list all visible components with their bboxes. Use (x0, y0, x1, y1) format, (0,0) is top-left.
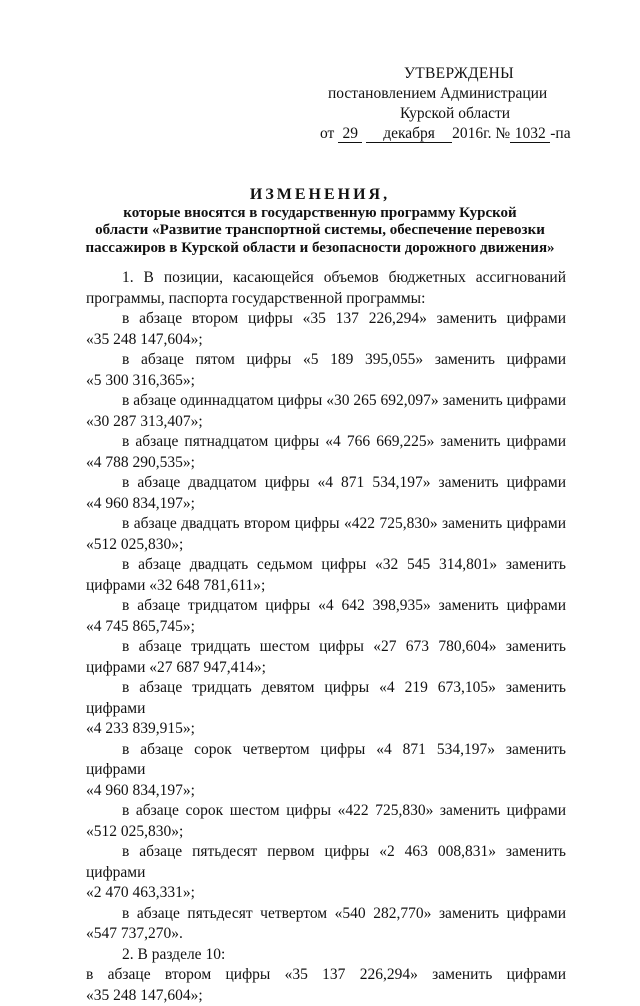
document-heading (0, 186, 640, 257)
amendment-line: в абзаце сорок четвертом цифры «4 871 534,197» заменить цифрами (86, 740, 566, 781)
decree-suffix: -па (550, 125, 570, 142)
amendment-line: «4 745 865,745»; (86, 617, 566, 638)
date-day: 29 (338, 126, 362, 143)
amendment-line: «512 025,830»; (86, 822, 566, 843)
amendment-line: «35 248 147,604»; (86, 986, 566, 1006)
amendment-line: в абзаце втором цифры «35 137 226,294» заменить цифрами (86, 965, 566, 986)
amendment-line: в абзаце пятом цифры «5 189 395,055» заменить цифрами (86, 350, 566, 371)
amendment-line: в абзаце пятьдесят четвертом «540 282,770» заменить цифрами (86, 904, 566, 925)
amendment-line: цифрами «32 648 781,611»; (86, 576, 566, 597)
approval-issuer: постановлением Администрации (318, 84, 618, 104)
paragraph-1-line-1: 1. В позиции, касающейся объемов бюджетных ассигнований (86, 268, 566, 289)
amendment-line: «30 287 313,407»; (86, 412, 566, 433)
amendment-line: в абзаце двадцать седьмом цифры «32 545 314,801» заменить (86, 555, 566, 576)
heading-title: ИЗМЕНЕНИЯ, (0, 186, 640, 204)
approval-date-line (318, 124, 618, 144)
amendment-line: в абзаце тридцать шестом цифры «27 673 780,604» заменить (86, 637, 566, 658)
approval-title: УТВЕРЖДЕНЫ (318, 64, 618, 84)
amendment-line: «2 470 463,331»; (86, 883, 566, 904)
amendment-line: «4 788 290,535»; (86, 453, 566, 474)
amendment-line: «4 960 834,197»; (86, 781, 566, 802)
amendment-line: «5 300 316,365»; (86, 371, 566, 392)
decree-number: 1032 (510, 126, 550, 143)
amendment-line: цифрами «27 687 947,414»; (86, 658, 566, 679)
amendment-line: «4 960 834,197»; (86, 494, 566, 515)
amendment-line: в абзаце тридцатом цифры «4 642 398,935» заменить цифрами (86, 596, 566, 617)
amendment-line: «35 248 147,604»; (86, 330, 566, 351)
approval-region: Курской области (318, 104, 618, 124)
amendment-line: «4 233 839,915»; (86, 719, 566, 740)
amendment-line: в абзаце пятьдесят первом цифры «2 463 008,831» заменить цифрами (86, 842, 566, 883)
amendment-line: в абзаце тридцать девятом цифры «4 219 673,105» заменить цифрами (86, 678, 566, 719)
date-prefix: от (320, 125, 334, 142)
paragraph-2-heading: 2. В разделе 10: (86, 945, 566, 966)
paragraph-1-line-2: программы, паспорта государственной программы: (86, 289, 566, 310)
document-body (86, 268, 566, 1006)
amendment-line: в абзаце одиннадцатом цифры «30 265 692,097» заменить цифрами (86, 391, 566, 412)
approval-stamp (318, 64, 618, 144)
date-month: декабря (366, 126, 452, 143)
amendment-line: в абзаце двадцатом цифры «4 871 534,197» заменить цифрами (86, 473, 566, 494)
heading-line-3: пассажиров в Курской области и безопасности дорожного движения» (0, 240, 640, 258)
amendment-line: «512 025,830»; (86, 535, 566, 556)
amendment-line: в абзаце сорок шестом цифры «422 725,830» заменить цифрами (86, 801, 566, 822)
heading-line-1: которые вносятся в государственную программу Курской (0, 205, 640, 223)
heading-line-2: области «Развитие транспортной системы, обеспечение перевозки (0, 222, 640, 240)
amendment-line: в абзаце пятнадцатом цифры «4 766 669,225» заменить цифрами (86, 432, 566, 453)
amendment-line: в абзаце втором цифры «35 137 226,294» заменить цифрами (86, 309, 566, 330)
amendment-line: «547 737,270». (86, 924, 566, 945)
date-year: 2016г. № (452, 125, 510, 142)
amendment-line: в абзаце двадцать втором цифры «422 725,830» заменить цифрами (86, 514, 566, 535)
